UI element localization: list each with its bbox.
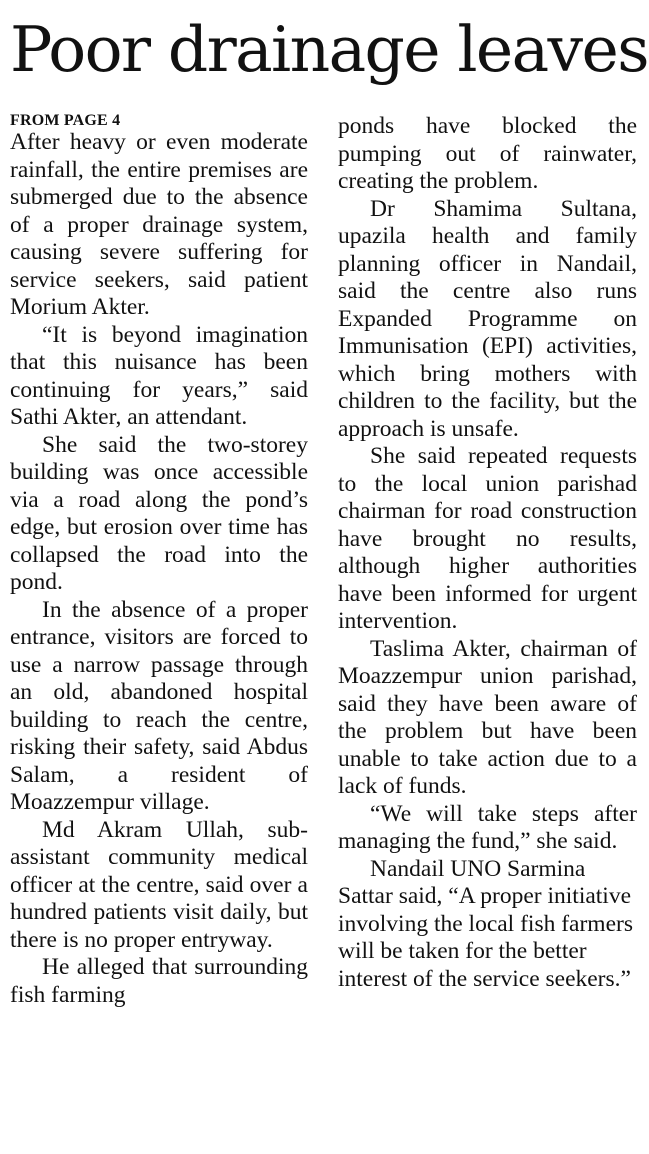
paragraph: “We will take steps after managing the fund,” she said. [338, 800, 637, 854]
headline: Poor drainage leaves [10, 13, 648, 86]
continuation-kicker: FROM PAGE 4 [10, 112, 121, 129]
article-column-left [10, 111, 308, 1009]
left-column-body [10, 129, 308, 1009]
paragraph: After heavy or even moderate rainfall, the entire premises are submerged due to the absence of a proper drainage system, causing severe suffering for service seekers, said patient Morium Akter. [10, 129, 308, 320]
article-column-right [338, 111, 637, 993]
paragraph: She said repeated requests to the local union parishad chairman for road construction have brought no results, although higher authorities have been informed for urgent intervention. [338, 443, 637, 634]
paragraph: ponds have blocked the pumping out of rainwater, creating the problem. [338, 113, 637, 194]
right-column-body [338, 113, 637, 993]
paragraph: “It is beyond imagination that this nuisance has been continuing for years,” said Sathi Akter, an attendant. [10, 321, 308, 430]
paragraph: Nandail UNO Sarmina Sattar said, “A proper initiative involving the local fish farmers will be taken for the better interest of the service seekers.” [338, 855, 633, 992]
paragraph: Taslima Akter, chairman of Moazzempur union parishad, said they have been aware of the problem but have been unable to take action due to a lack of funds. [338, 635, 637, 799]
paragraph: Dr Shamima Sultana, upazila health and family planning officer in Nandail, said the centre also runs Expanded Programme on Immunisation (EPI) activities, which bring mothers with children to the facility, but the approach is unsafe. [338, 195, 637, 442]
paragraph: He alleged that surrounding fish farming [10, 954, 308, 1008]
paragraph: She said the two-storey building was once accessible via a road along the pond’s edge, but erosion over time has collapsed the road into the pond. [10, 431, 308, 595]
paragraph: Md Akram Ullah, sub-assistant community medical officer at the centre, said over a hundred patients visit daily, but there is no proper entryway. [10, 816, 308, 953]
paragraph: In the absence of a proper entrance, visitors are forced to use a narrow passage through an old, abandoned hospital building to reach the centre, risking their safety, said Abdus Salam, a resident of Moazzempur village. [10, 596, 308, 815]
